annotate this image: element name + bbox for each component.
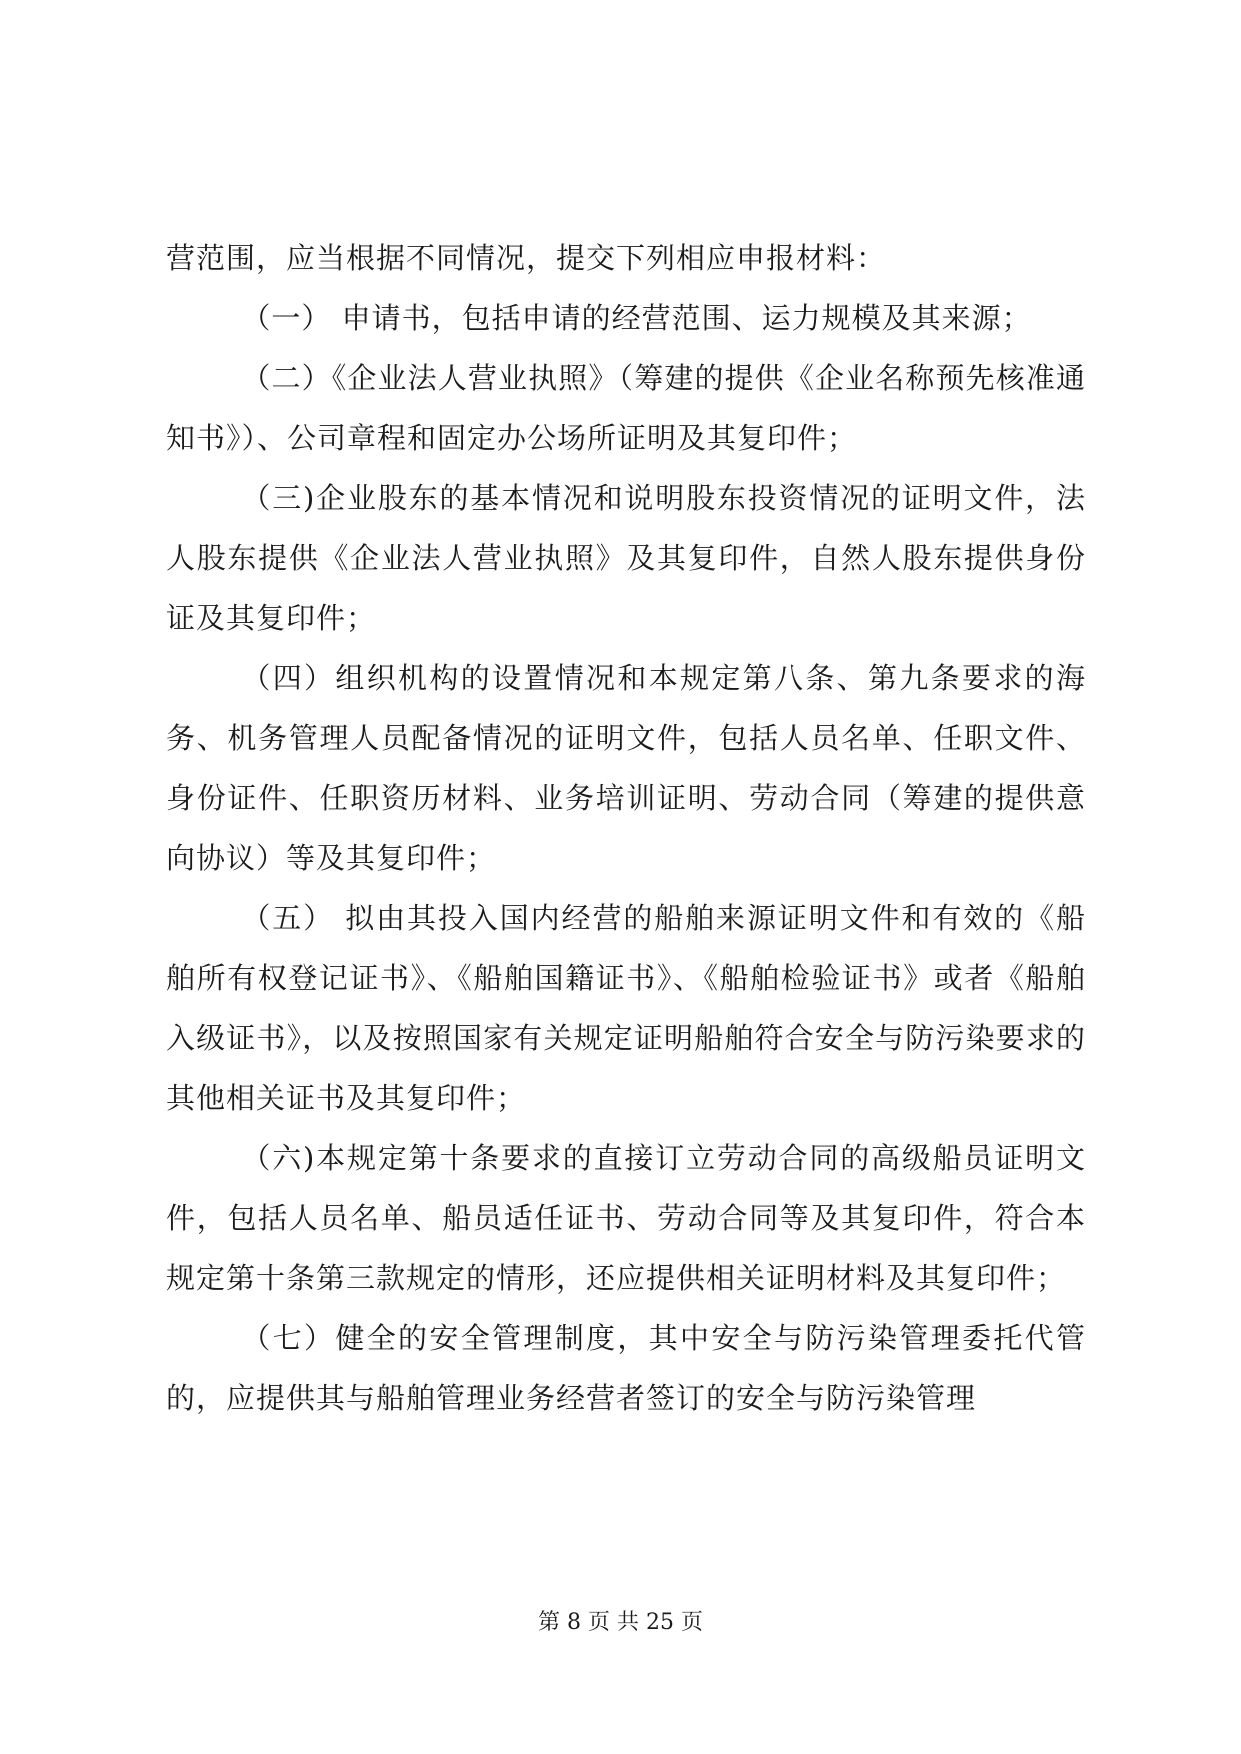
paragraph-item-6: （六)本规定第十条要求的直接订立劳动合同的高级船员证明文件，包括人员名单、船员适任证书、劳动合同等及其复印件，符合本规定第十条第三款规定的情形，还应提供相关证明材料及其复印件； — [166, 1141, 1086, 1295]
paragraph-item-2: （二）《企业法人营业执照》（筹建的提供《企业名称预先核准通知书》）、公司章程和固定办公场所证明及其复印件； — [166, 361, 1086, 455]
paragraph-continuation: 营范围，应当根据不同情况，提交下列相应申报材料： — [166, 241, 887, 275]
paragraph-item-7: （七）健全的安全管理制度，其中安全与防污染管理委托代管的，应提供其与船舶管理业务经营者签订的安全与防污染管理 — [166, 1321, 1086, 1415]
document-body — [166, 228, 1086, 1428]
paragraph-item-3: （三)企业股东的基本情况和说明股东投资情况的证明文件，法人股东提供《企业法人营业执照》及其复印件，自然人股东提供身份证及其复印件； — [166, 481, 1086, 635]
paragraph-item-4: （四）组织机构的设置情况和本规定第八条、第九条要求的海务、机务管理人员配备情况的证明文件，包括人员名单、任职文件、身份证件、任职资历材料、业务培训证明、劳动合同（筹建的提供意向协议）等及其复印件； — [166, 661, 1086, 875]
paragraph-item-5: （五） 拟由其投入国内经营的船舶来源证明文件和有效的《船舶所有权登记证书》、《船舶国籍证书》、《船舶检验证书》或者《船舶入级证书》，以及按照国家有关规定证明船舶符合安全与防污染要求的其他相关证书及其复印件； — [166, 901, 1086, 1115]
paragraph-item-1: （一） 申请书，包括申请的经营范围、运力规模及其来源； — [241, 301, 1032, 335]
page-number-footer: 第 8 页 共 25 页 — [538, 1610, 703, 1635]
